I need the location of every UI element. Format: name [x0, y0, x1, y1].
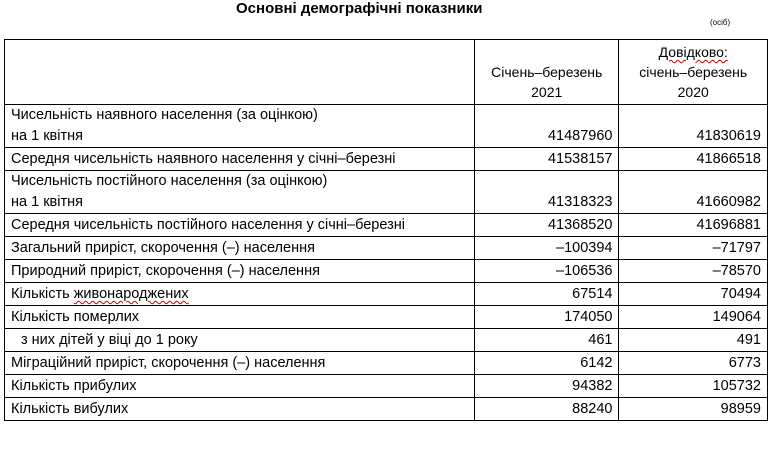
value-2021: –100394 — [475, 237, 619, 260]
page-title: Основні демографічні показники — [236, 0, 483, 17]
value-2020: 41866518 — [619, 148, 768, 171]
header-2020-line2: січень–березень — [639, 64, 748, 80]
value-2021: 41538157 — [475, 148, 619, 171]
row-label-spellcheck-word: живонароджених — [73, 286, 189, 302]
row-label: Середня чисельність наявного населення у січні–березні — [5, 148, 475, 171]
table-header-row — [5, 40, 768, 105]
header-2020-line1: Довідково: — [658, 44, 728, 60]
value-2021: 41368520 — [475, 214, 619, 237]
value-2020: –78570 — [619, 260, 768, 283]
table-row — [5, 260, 768, 283]
row-label-prefix: Кількість — [11, 286, 74, 302]
table-row — [5, 375, 768, 398]
value-2020: 41696881 — [619, 214, 768, 237]
value-2020: 70494 — [619, 283, 768, 306]
header-2020-line3: 2020 — [677, 84, 709, 100]
table-row — [5, 329, 768, 352]
value-2021: 41487960 — [475, 105, 619, 148]
header-2021 — [475, 40, 619, 105]
table-row — [5, 306, 768, 329]
table-row — [5, 214, 768, 237]
header-2021-line2: 2021 — [531, 84, 563, 100]
header-2020 — [619, 40, 768, 105]
value-2020: 491 — [619, 329, 768, 352]
demographics-table — [4, 39, 768, 421]
row-label — [5, 171, 475, 214]
row-label: Загальний приріст, скорочення (–) населення — [5, 237, 475, 260]
table-row — [5, 398, 768, 421]
header-label-cell — [5, 40, 475, 105]
value-2020: 41660982 — [619, 171, 768, 214]
row-label: Кількість померлих — [5, 306, 475, 329]
row-label: Міграційний приріст, скорочення (–) населення — [5, 352, 475, 375]
row-label — [5, 283, 475, 306]
row-label-line1: Чисельність постійного населення (за оцінкою) — [11, 173, 328, 189]
table-row — [5, 237, 768, 260]
row-label: Середня чисельність постійного населення у січні–березні — [5, 214, 475, 237]
value-2021: 41318323 — [475, 171, 619, 214]
value-2021: 67514 — [475, 283, 619, 306]
row-label — [5, 105, 475, 148]
value-2021: 88240 — [475, 398, 619, 421]
table-row — [5, 148, 768, 171]
value-2021: 6142 — [475, 352, 619, 375]
value-2020: –71797 — [619, 237, 768, 260]
row-label: Кількість вибулих — [5, 398, 475, 421]
table-row — [5, 171, 768, 214]
row-label: Природний приріст, скорочення (–) населення — [5, 260, 475, 283]
value-2021: 94382 — [475, 375, 619, 398]
value-2020: 105732 — [619, 375, 768, 398]
unit-note: (осіб) — [710, 18, 731, 27]
value-2021: –106536 — [475, 260, 619, 283]
row-label: Кількість прибулих — [5, 375, 475, 398]
value-2020: 6773 — [619, 352, 768, 375]
row-label: з них дітей у віці до 1 року — [5, 329, 475, 352]
row-label-line2: на 1 квітня — [11, 128, 83, 144]
table-row — [5, 352, 768, 375]
table-row — [5, 105, 768, 148]
table-row — [5, 283, 768, 306]
value-2021: 461 — [475, 329, 619, 352]
value-2020: 149064 — [619, 306, 768, 329]
value-2020: 41830619 — [619, 105, 768, 148]
row-label-line2: на 1 квітня — [11, 194, 83, 210]
row-label-line1: Чисельність наявного населення (за оцінкою) — [11, 107, 318, 123]
value-2020: 98959 — [619, 398, 768, 421]
header-2021-line1: Січень–березень — [491, 64, 603, 80]
value-2021: 174050 — [475, 306, 619, 329]
